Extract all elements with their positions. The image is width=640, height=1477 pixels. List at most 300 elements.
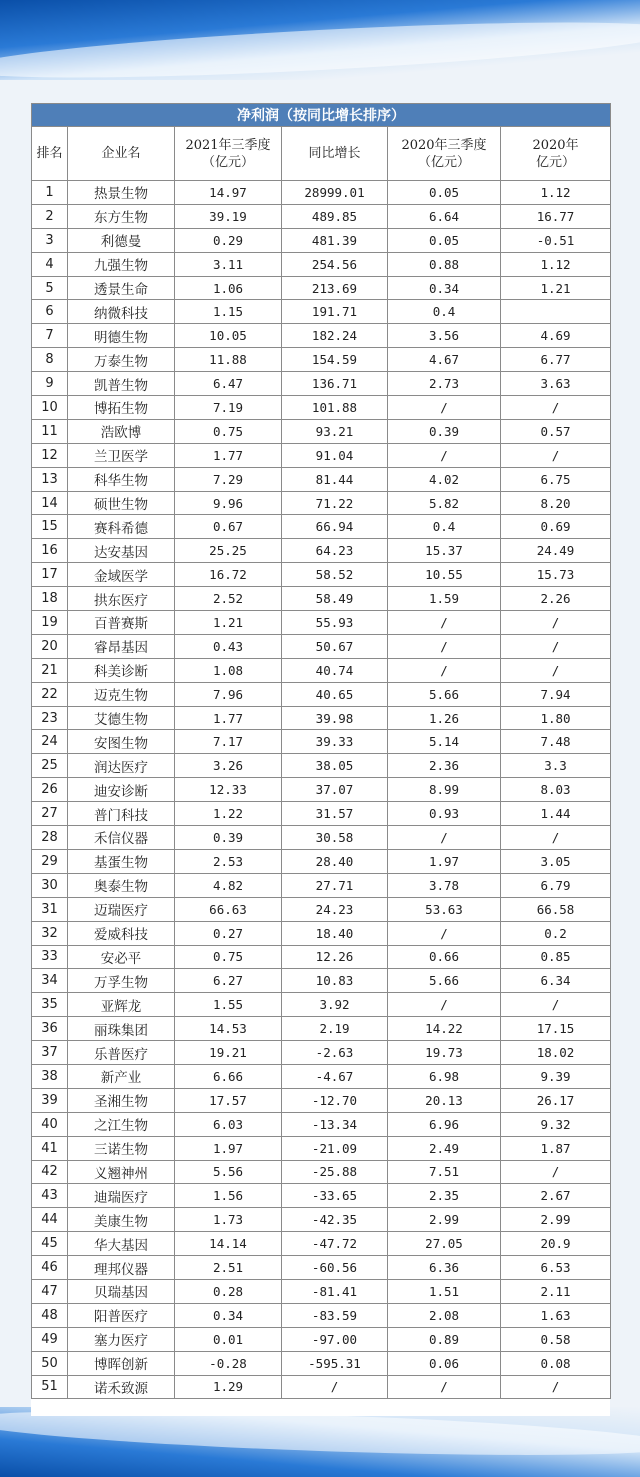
cell-2020q3: 0.05 [388, 181, 501, 205]
cell-2020: / [501, 1160, 611, 1184]
cell-2020q3: 3.56 [388, 324, 501, 348]
top-swoosh [0, 11, 640, 89]
cell-rank: 19 [32, 611, 68, 635]
table-row [32, 849, 611, 873]
cell-company: 理邦仪器 [68, 1256, 175, 1280]
cell-yoy: 55.93 [282, 611, 388, 635]
cell-rank: 46 [32, 1256, 68, 1280]
cell-rank: 41 [32, 1136, 68, 1160]
cell-2021q3: 14.97 [175, 181, 282, 205]
cell-yoy: -25.88 [282, 1160, 388, 1184]
col-header-yoy: 同比增长 [282, 127, 388, 181]
table-row [32, 1256, 611, 1280]
cell-company: 之江生物 [68, 1112, 175, 1136]
cell-yoy: 93.21 [282, 419, 388, 443]
cell-company: 博晖创新 [68, 1351, 175, 1375]
cell-2021q3: 25.25 [175, 539, 282, 563]
cell-2020q3: 19.73 [388, 1041, 501, 1065]
col-header-2021q3: 2021年三季度 （亿元） [175, 127, 282, 181]
cell-2021q3: 19.21 [175, 1041, 282, 1065]
cell-2020: 9.39 [501, 1064, 611, 1088]
cell-yoy: 30.58 [282, 826, 388, 850]
cell-company: 博拓生物 [68, 396, 175, 420]
table-body [32, 181, 611, 1399]
cell-2021q3: 17.57 [175, 1088, 282, 1112]
cell-yoy: 481.39 [282, 228, 388, 252]
top-banner [0, 0, 640, 80]
bottom-banner [0, 1407, 640, 1477]
cell-2021q3: 1.21 [175, 611, 282, 635]
table-row [32, 826, 611, 850]
cell-rank: 32 [32, 921, 68, 945]
cell-company: 百普赛斯 [68, 611, 175, 635]
cell-yoy: 182.24 [282, 324, 388, 348]
cell-company: 科华生物 [68, 467, 175, 491]
cell-rank: 50 [32, 1351, 68, 1375]
cell-yoy: 3.92 [282, 993, 388, 1017]
cell-2020q3: 0.05 [388, 228, 501, 252]
cell-2021q3: 7.19 [175, 396, 282, 420]
cell-2020: 1.63 [501, 1303, 611, 1327]
col-header-2020: 2020年 亿元） [501, 127, 611, 181]
cell-2021q3: 0.39 [175, 826, 282, 850]
table-row [32, 228, 611, 252]
cell-company: 爱威科技 [68, 921, 175, 945]
cell-2021q3: 0.67 [175, 515, 282, 539]
table-row [32, 1064, 611, 1088]
table-row [32, 682, 611, 706]
cell-2020q3: 6.98 [388, 1064, 501, 1088]
cell-2020: 1.80 [501, 706, 611, 730]
cell-2020: / [501, 826, 611, 850]
cell-yoy: 2.19 [282, 1017, 388, 1041]
cell-rank: 9 [32, 372, 68, 396]
cell-2020: / [501, 443, 611, 467]
table-row [32, 1160, 611, 1184]
cell-2020q3: 20.13 [388, 1088, 501, 1112]
cell-2021q3: 7.96 [175, 682, 282, 706]
cell-rank: 39 [32, 1088, 68, 1112]
cell-2021q3: 9.96 [175, 491, 282, 515]
cell-2020q3: 4.67 [388, 348, 501, 372]
table-row [32, 802, 611, 826]
cell-2020q3: / [388, 396, 501, 420]
cell-2020q3: 5.66 [388, 969, 501, 993]
cell-rank: 36 [32, 1017, 68, 1041]
cell-rank: 43 [32, 1184, 68, 1208]
cell-2020: 0.58 [501, 1327, 611, 1351]
cell-rank: 42 [32, 1160, 68, 1184]
cell-2021q3: 11.88 [175, 348, 282, 372]
cell-2021q3: 2.52 [175, 587, 282, 611]
cell-2020: 3.63 [501, 372, 611, 396]
cell-2020q3: 5.82 [388, 491, 501, 515]
table-row [32, 419, 611, 443]
cell-company: 阳普医疗 [68, 1303, 175, 1327]
cell-rank: 27 [32, 802, 68, 826]
cell-company: 普门科技 [68, 802, 175, 826]
table-row [32, 1327, 611, 1351]
cell-2020: / [501, 993, 611, 1017]
cell-company: 睿昂基因 [68, 634, 175, 658]
cell-yoy: 39.98 [282, 706, 388, 730]
cell-yoy: 31.57 [282, 802, 388, 826]
table-row [32, 634, 611, 658]
cell-2020: 4.69 [501, 324, 611, 348]
cell-rank: 29 [32, 849, 68, 873]
cell-2020q3: 27.05 [388, 1232, 501, 1256]
table-row [32, 1112, 611, 1136]
cell-2021q3: 0.75 [175, 945, 282, 969]
table-header-row [32, 127, 611, 181]
cell-2020: 17.15 [501, 1017, 611, 1041]
cell-yoy: -2.63 [282, 1041, 388, 1065]
cell-yoy: 18.40 [282, 921, 388, 945]
table-row [32, 897, 611, 921]
table-row [32, 754, 611, 778]
cell-yoy: 50.67 [282, 634, 388, 658]
cell-company: 九强生物 [68, 252, 175, 276]
cell-2020: 6.79 [501, 873, 611, 897]
cell-yoy: 37.07 [282, 778, 388, 802]
table-row [32, 372, 611, 396]
cell-2020: / [501, 634, 611, 658]
cell-2020q3: 7.51 [388, 1160, 501, 1184]
cell-2021q3: 1.97 [175, 1136, 282, 1160]
cell-company: 华大基因 [68, 1232, 175, 1256]
cell-company: 拱东医疗 [68, 587, 175, 611]
cell-2021q3: 3.11 [175, 252, 282, 276]
cell-2020: 6.53 [501, 1256, 611, 1280]
col-header-rank: 排名 [32, 127, 68, 181]
cell-2021q3: 7.29 [175, 467, 282, 491]
cell-yoy: -81.41 [282, 1279, 388, 1303]
cell-yoy: 58.52 [282, 563, 388, 587]
table-row [32, 181, 611, 205]
cell-company: 诺禾致源 [68, 1375, 175, 1399]
cell-yoy: -33.65 [282, 1184, 388, 1208]
cell-2020q3: / [388, 658, 501, 682]
cell-2020: 0.08 [501, 1351, 611, 1375]
cell-2020: 7.94 [501, 682, 611, 706]
cell-rank: 18 [32, 587, 68, 611]
cell-company: 科美诊断 [68, 658, 175, 682]
cell-rank: 37 [32, 1041, 68, 1065]
cell-2021q3: 1.77 [175, 706, 282, 730]
cell-2021q3: 1.15 [175, 300, 282, 324]
cell-2020q3: 0.93 [388, 802, 501, 826]
cell-2020q3: 1.51 [388, 1279, 501, 1303]
cell-2021q3: 6.47 [175, 372, 282, 396]
cell-2020: 66.58 [501, 897, 611, 921]
cell-company: 兰卫医学 [68, 443, 175, 467]
table-row [32, 730, 611, 754]
cell-company: 万孚生物 [68, 969, 175, 993]
cell-rank: 5 [32, 276, 68, 300]
cell-2020: 2.99 [501, 1208, 611, 1232]
cell-company: 热景生物 [68, 181, 175, 205]
cell-rank: 14 [32, 491, 68, 515]
cell-2020: / [501, 658, 611, 682]
cell-2020q3: 1.59 [388, 587, 501, 611]
table-row [32, 348, 611, 372]
cell-rank: 30 [32, 873, 68, 897]
cell-company: 利德曼 [68, 228, 175, 252]
table-title: 净利润（按同比增长排序） [32, 104, 611, 127]
cell-company: 美康生物 [68, 1208, 175, 1232]
cell-2020: 1.12 [501, 252, 611, 276]
cell-2021q3: 1.73 [175, 1208, 282, 1232]
cell-2021q3: 14.53 [175, 1017, 282, 1041]
table-row [32, 324, 611, 348]
cell-2020q3: 2.36 [388, 754, 501, 778]
cell-2020q3: / [388, 1375, 501, 1399]
cell-2020q3: 6.96 [388, 1112, 501, 1136]
cell-2020q3: / [388, 826, 501, 850]
cell-2020q3: 0.06 [388, 1351, 501, 1375]
cell-rank: 23 [32, 706, 68, 730]
cell-2021q3: 66.63 [175, 897, 282, 921]
net-profit-table [31, 103, 611, 1399]
cell-rank: 3 [32, 228, 68, 252]
cell-rank: 2 [32, 204, 68, 228]
cell-rank: 21 [32, 658, 68, 682]
cell-2020q3: 2.35 [388, 1184, 501, 1208]
cell-2021q3: 2.53 [175, 849, 282, 873]
cell-company: 东方生物 [68, 204, 175, 228]
cell-rank: 38 [32, 1064, 68, 1088]
cell-2020: 1.87 [501, 1136, 611, 1160]
cell-2021q3: 6.27 [175, 969, 282, 993]
cell-2020: 15.73 [501, 563, 611, 587]
table-row [32, 204, 611, 228]
cell-yoy: 101.88 [282, 396, 388, 420]
cell-company: 安图生物 [68, 730, 175, 754]
cell-rank: 20 [32, 634, 68, 658]
cell-yoy: -60.56 [282, 1256, 388, 1280]
cell-yoy: -21.09 [282, 1136, 388, 1160]
cell-rank: 25 [32, 754, 68, 778]
cell-yoy: 28.40 [282, 849, 388, 873]
cell-2021q3: 2.51 [175, 1256, 282, 1280]
cell-2021q3: 1.55 [175, 993, 282, 1017]
table-row [32, 539, 611, 563]
cell-2021q3: 0.34 [175, 1303, 282, 1327]
cell-yoy: 191.71 [282, 300, 388, 324]
cell-rank: 7 [32, 324, 68, 348]
cell-rank: 26 [32, 778, 68, 802]
cell-2021q3: 12.33 [175, 778, 282, 802]
cell-rank: 33 [32, 945, 68, 969]
cell-company: 润达医疗 [68, 754, 175, 778]
table-row [32, 778, 611, 802]
col-header-2020q3: 2020年三季度 （亿元） [388, 127, 501, 181]
cell-yoy: 66.94 [282, 515, 388, 539]
cell-2021q3: 14.14 [175, 1232, 282, 1256]
table-row [32, 252, 611, 276]
cell-company: 安必平 [68, 945, 175, 969]
table-row [32, 1303, 611, 1327]
table-row [32, 276, 611, 300]
cell-2020q3: 3.78 [388, 873, 501, 897]
table-row [32, 706, 611, 730]
cell-2020: 3.05 [501, 849, 611, 873]
cell-company: 奥泰生物 [68, 873, 175, 897]
cell-2020: 0.69 [501, 515, 611, 539]
cell-yoy: 136.71 [282, 372, 388, 396]
cell-2020q3: 0.89 [388, 1327, 501, 1351]
cell-yoy: 81.44 [282, 467, 388, 491]
cell-rank: 34 [32, 969, 68, 993]
cell-2021q3: 1.22 [175, 802, 282, 826]
cell-2021q3: 1.08 [175, 658, 282, 682]
table-row [32, 1351, 611, 1375]
cell-2020: 1.44 [501, 802, 611, 826]
cell-2020q3: 2.99 [388, 1208, 501, 1232]
cell-rank: 51 [32, 1375, 68, 1399]
cell-2020: 1.12 [501, 181, 611, 205]
cell-2021q3: 1.06 [175, 276, 282, 300]
cell-company: 基蛋生物 [68, 849, 175, 873]
table-row [32, 1279, 611, 1303]
cell-2020: 20.9 [501, 1232, 611, 1256]
table-title-row [32, 104, 611, 127]
cell-company: 透景生命 [68, 276, 175, 300]
cell-2020: 6.75 [501, 467, 611, 491]
cell-company: 圣湘生物 [68, 1088, 175, 1112]
cell-2020q3: 2.73 [388, 372, 501, 396]
cell-2020q3: 0.4 [388, 300, 501, 324]
cell-2021q3: 7.17 [175, 730, 282, 754]
cell-company: 金域医学 [68, 563, 175, 587]
cell-2021q3: 6.03 [175, 1112, 282, 1136]
cell-2020: 1.21 [501, 276, 611, 300]
cell-company: 纳微科技 [68, 300, 175, 324]
cell-yoy: 28999.01 [282, 181, 388, 205]
cell-company: 贝瑞基因 [68, 1279, 175, 1303]
cell-2020: 8.03 [501, 778, 611, 802]
cell-rank: 17 [32, 563, 68, 587]
cell-2020q3: 2.49 [388, 1136, 501, 1160]
cell-company: 乐普医疗 [68, 1041, 175, 1065]
cell-2021q3: 3.26 [175, 754, 282, 778]
cell-2020q3: 8.99 [388, 778, 501, 802]
cell-2020q3: 0.4 [388, 515, 501, 539]
cell-rank: 45 [32, 1232, 68, 1256]
cell-2020q3: / [388, 611, 501, 635]
cell-2020: 9.32 [501, 1112, 611, 1136]
cell-2020q3: 1.97 [388, 849, 501, 873]
table-row [32, 873, 611, 897]
cell-yoy: 91.04 [282, 443, 388, 467]
cell-2021q3: 1.77 [175, 443, 282, 467]
cell-yoy: -595.31 [282, 1351, 388, 1375]
cell-rank: 44 [32, 1208, 68, 1232]
cell-2020q3: 4.02 [388, 467, 501, 491]
cell-2020: 6.34 [501, 969, 611, 993]
cell-2020: 16.77 [501, 204, 611, 228]
cell-yoy: -47.72 [282, 1232, 388, 1256]
table-row [32, 921, 611, 945]
cell-2020q3: / [388, 443, 501, 467]
cell-company: 迈克生物 [68, 682, 175, 706]
cell-rank: 48 [32, 1303, 68, 1327]
cell-2021q3: 0.29 [175, 228, 282, 252]
cell-rank: 31 [32, 897, 68, 921]
cell-2020q3: 0.88 [388, 252, 501, 276]
cell-2020: 2.26 [501, 587, 611, 611]
cell-2020: 26.17 [501, 1088, 611, 1112]
cell-yoy: -42.35 [282, 1208, 388, 1232]
table-row [32, 443, 611, 467]
table-row [32, 467, 611, 491]
cell-2020q3: 5.66 [388, 682, 501, 706]
cell-rank: 13 [32, 467, 68, 491]
table-row [32, 1017, 611, 1041]
cell-2020q3: 0.39 [388, 419, 501, 443]
cell-2020q3: 14.22 [388, 1017, 501, 1041]
cell-company: 明德生物 [68, 324, 175, 348]
cell-company: 迪瑞医疗 [68, 1184, 175, 1208]
cell-rank: 24 [32, 730, 68, 754]
col-header-company: 企业名 [68, 127, 175, 181]
cell-yoy: 71.22 [282, 491, 388, 515]
cell-2021q3: 1.56 [175, 1184, 282, 1208]
cell-company: 浩欧博 [68, 419, 175, 443]
cell-2020: / [501, 1375, 611, 1399]
cell-yoy: 27.71 [282, 873, 388, 897]
cell-2021q3: 6.66 [175, 1064, 282, 1088]
cell-rank: 10 [32, 396, 68, 420]
table-row [32, 491, 611, 515]
cell-company: 达安基因 [68, 539, 175, 563]
cell-yoy: 154.59 [282, 348, 388, 372]
table-row [32, 1136, 611, 1160]
cell-2020q3: 53.63 [388, 897, 501, 921]
cell-rank: 16 [32, 539, 68, 563]
cell-2020: 7.48 [501, 730, 611, 754]
cell-2020: 0.57 [501, 419, 611, 443]
cell-rank: 22 [32, 682, 68, 706]
cell-yoy: 489.85 [282, 204, 388, 228]
cell-company: 丽珠集团 [68, 1017, 175, 1041]
cell-rank: 11 [32, 419, 68, 443]
cell-yoy: -4.67 [282, 1064, 388, 1088]
cell-rank: 4 [32, 252, 68, 276]
table-row [32, 1232, 611, 1256]
cell-2020: 18.02 [501, 1041, 611, 1065]
cell-yoy: 12.26 [282, 945, 388, 969]
cell-2020q3: 15.37 [388, 539, 501, 563]
cell-yoy: -12.70 [282, 1088, 388, 1112]
cell-2020q3: / [388, 993, 501, 1017]
cell-2021q3: 5.56 [175, 1160, 282, 1184]
cell-yoy: / [282, 1375, 388, 1399]
cell-2020q3: / [388, 634, 501, 658]
cell-rank: 35 [32, 993, 68, 1017]
table-row [32, 658, 611, 682]
table-row [32, 611, 611, 635]
cell-yoy: 58.49 [282, 587, 388, 611]
cell-yoy: 10.83 [282, 969, 388, 993]
cell-2020q3: 0.66 [388, 945, 501, 969]
cell-rank: 47 [32, 1279, 68, 1303]
table-row [32, 1375, 611, 1399]
cell-rank: 40 [32, 1112, 68, 1136]
cell-yoy: 40.74 [282, 658, 388, 682]
cell-2020q3: / [388, 921, 501, 945]
cell-company: 义翘神州 [68, 1160, 175, 1184]
